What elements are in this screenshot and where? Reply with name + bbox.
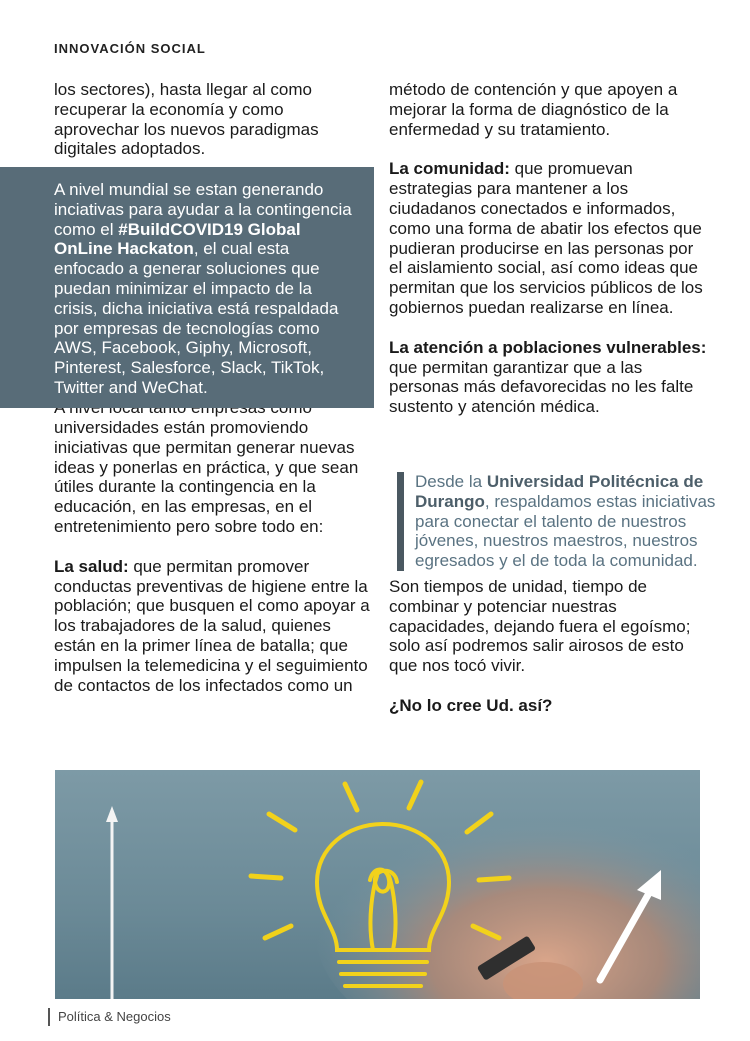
salud-label: La salud: bbox=[54, 556, 129, 576]
left-paragraph-1: los sectores), hasta llegar al como recuperar la economía y como aprovechar los nuevos paradigmas digitales adoptados. bbox=[54, 80, 319, 159]
highlight-box-text bbox=[54, 180, 360, 398]
atencion-paragraph bbox=[389, 338, 707, 417]
hackaton-name: #BuildCOVID19 Global OnLine Hackaton bbox=[54, 219, 301, 259]
lightbulb-illustration bbox=[55, 770, 700, 999]
lightbulb-photo bbox=[55, 770, 700, 999]
comunidad-paragraph bbox=[389, 159, 707, 317]
atencion-label: La atención a poblaciones vulnerables: bbox=[389, 337, 707, 357]
university-name: Universidad Politécnica de Durango bbox=[415, 472, 704, 511]
highlight-box bbox=[0, 167, 374, 408]
pull-quote bbox=[397, 472, 727, 571]
pull-quote-text bbox=[415, 472, 727, 571]
box-text-2: , el cual esta enfocado a generar soluciones que puedan minimizar el impacto de la crisis, dicha iniciativa está respaldada por empresas de tecnologías como AWS, Facebook, Giphy, Microsoft, Pinterest, Salesforce, Slack, TikTok, Twitter and WeChat. bbox=[54, 239, 339, 397]
comunidad-text: que promuevan estrategias para mantener a los ciudadanos conectados e informados, como una forma de abatir los efectos que pudieran producirse en las personas por el aislamiento social, así como ideas que permitan que los servicios públicos de los gobiernos puedan realizarse en línea. bbox=[389, 159, 703, 317]
left-paragraph-2: universidades están promoviendo iniciativas que permitan generar nuevas ideas y ponerlas en práctica, y que sean útiles durante la contingencia en la educación, en las empresas, en el entretenimiento pero sobre todo en: bbox=[54, 417, 359, 536]
right-paragraph-1: método de contención y que apoyen a mejorar la forma de diagnóstico de la enfermedad y su tratamiento. bbox=[389, 80, 678, 139]
section-header: INNOVACIÓN SOCIAL bbox=[54, 41, 206, 56]
right-column bbox=[389, 80, 707, 716]
comunidad-label: La comunidad: bbox=[389, 159, 510, 179]
quote-text-1: Desde la bbox=[415, 472, 487, 491]
salud-paragraph bbox=[54, 557, 372, 696]
box-text-1: A nivel mundial se estan generando inciativas para ayudar a la contingencia como el bbox=[54, 180, 352, 239]
right-paragraph-2: Son tiempos de unidad, tiempo de combinar y potenciar nuestras capacidades, dejando fuera el egoísmo; solo así podremos salir airosos de esto que nos tocó vivir. bbox=[389, 576, 691, 676]
quote-text-2: , respaldamos estas iniciativas para conectar el talento de nuestros jóvenes, nuestros maestros, nuestros egresados y el de toda la comunidad. bbox=[415, 491, 716, 571]
atencion-text: que permitan garantizar que a las personas más defavorecidas no les falte sustento y atención médica. bbox=[389, 357, 694, 417]
footer-publication: Política & Negocios bbox=[48, 1008, 171, 1026]
closing-question: ¿No lo cree Ud. así? bbox=[389, 695, 553, 715]
salud-text: que permitan promover conductas preventivas de higiene entre la población; que busquen el como apoyar a los trabajadores de la salud, quienes están en la primer línea de batalla; que impulsen la telemedicina y el seguimiento de contactos de los infectados como un bbox=[54, 556, 370, 695]
arrow-up-icon bbox=[106, 806, 118, 822]
